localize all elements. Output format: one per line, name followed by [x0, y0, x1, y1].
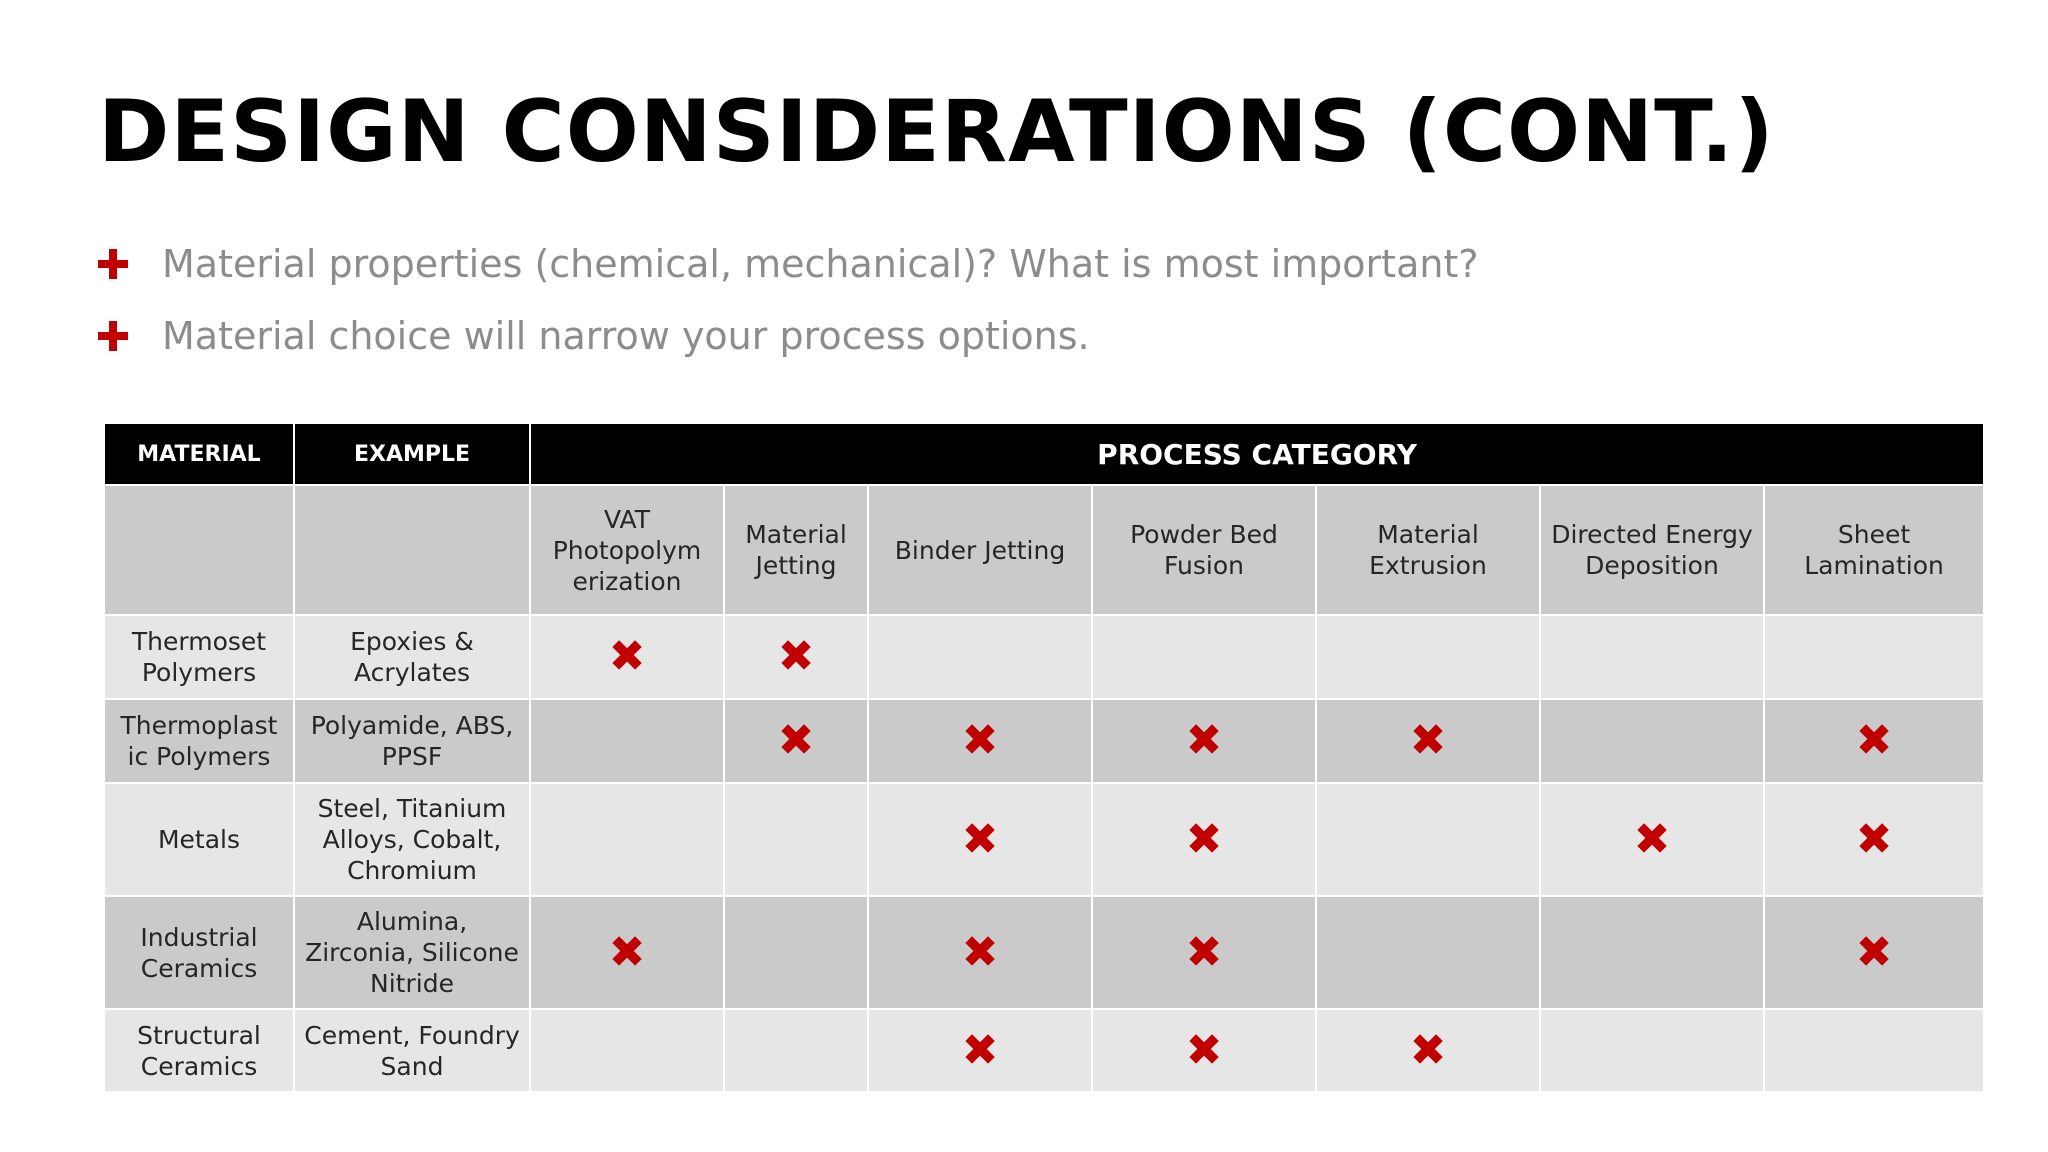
x-mark-icon: ✖	[777, 715, 815, 766]
mark-cell	[1316, 1009, 1540, 1092]
material-cell: Metals	[104, 783, 294, 896]
plus-icon	[98, 249, 128, 279]
x-mark-icon: ✖	[1855, 926, 1893, 978]
x-mark-icon: ✖	[1185, 926, 1223, 978]
material-cell: Thermoplast ic Polymers	[104, 699, 294, 783]
example-cell: Alumina, Zirconia, Silicone Nitride	[294, 896, 530, 1009]
mark-cell	[724, 1009, 868, 1092]
x-mark-icon: ✖	[961, 813, 999, 865]
mark-cell	[1764, 783, 1984, 896]
empty-cell	[104, 485, 294, 615]
material-cell: Thermoset Polymers	[104, 615, 294, 699]
mark-cell	[1316, 896, 1540, 1009]
process-name: Sheet Lamination	[1764, 485, 1984, 615]
mark-cell	[1764, 699, 1984, 783]
mark-cell	[868, 699, 1092, 783]
mark-cell	[1764, 615, 1984, 699]
x-mark-icon: ✖	[777, 631, 815, 682]
x-mark-icon: ✖	[1855, 715, 1893, 766]
material-cell: Structural Ceramics	[104, 1009, 294, 1092]
process-table	[103, 424, 1985, 1093]
mark-cell	[1540, 783, 1764, 896]
header-material: MATERIAL	[104, 424, 294, 485]
x-mark-icon: ✖	[1185, 715, 1223, 766]
mark-cell	[1540, 615, 1764, 699]
process-name: Material Extrusion	[1316, 485, 1540, 615]
x-mark-icon: ✖	[608, 631, 646, 682]
plus-icon	[98, 321, 128, 351]
x-mark-icon: ✖	[608, 926, 646, 978]
mark-cell	[868, 1009, 1092, 1092]
header-row	[104, 424, 1984, 485]
x-mark-icon: ✖	[1633, 813, 1671, 865]
x-mark-icon: ✖	[961, 926, 999, 978]
table-row	[104, 896, 1984, 1009]
slide-title: DESIGN CONSIDERATIONS (CONT.)	[98, 82, 1775, 182]
mark-cell	[1764, 1009, 1984, 1092]
mark-cell	[1316, 699, 1540, 783]
bullet-text: Material properties (chemical, mechanical)? What is most important?	[162, 242, 1479, 286]
mark-cell	[1092, 699, 1316, 783]
process-name: Binder Jetting	[868, 485, 1092, 615]
x-mark-icon: ✖	[1409, 1024, 1447, 1076]
mark-cell	[530, 1009, 724, 1092]
bullet-item	[98, 300, 1479, 372]
table-row	[104, 699, 1984, 783]
process-name: Powder Bed Fusion	[1092, 485, 1316, 615]
mark-cell	[1764, 896, 1984, 1009]
header-example: EXAMPLE	[294, 424, 530, 485]
table-row	[104, 615, 1984, 699]
mark-cell	[724, 699, 868, 783]
mark-cell	[868, 615, 1092, 699]
x-mark-icon: ✖	[961, 1024, 999, 1076]
table-row	[104, 783, 1984, 896]
process-name: VAT Photopolym erization	[530, 485, 724, 615]
example-cell: Polyamide, ABS, PPSF	[294, 699, 530, 783]
mark-cell	[1540, 699, 1764, 783]
mark-cell	[724, 896, 868, 1009]
x-mark-icon: ✖	[961, 715, 999, 766]
empty-cell	[294, 485, 530, 615]
header-process-category: PROCESS CATEGORY	[530, 424, 1984, 485]
bullet-text: Material choice will narrow your process options.	[162, 314, 1090, 358]
table-row	[104, 1009, 1984, 1092]
mark-cell	[724, 615, 868, 699]
material-cell: Industrial Ceramics	[104, 896, 294, 1009]
mark-cell	[1540, 1009, 1764, 1092]
mark-cell	[1540, 896, 1764, 1009]
bullet-list	[98, 228, 1479, 372]
mark-cell	[1092, 1009, 1316, 1092]
mark-cell	[530, 783, 724, 896]
mark-cell	[1092, 896, 1316, 1009]
mark-cell	[868, 896, 1092, 1009]
x-mark-icon: ✖	[1409, 715, 1447, 766]
mark-cell	[530, 896, 724, 1009]
mark-cell	[1316, 783, 1540, 896]
x-mark-icon: ✖	[1185, 813, 1223, 865]
mark-cell	[530, 699, 724, 783]
bullet-item	[98, 228, 1479, 300]
example-cell: Steel, Titanium Alloys, Cobalt, Chromium	[294, 783, 530, 896]
process-name: Material Jetting	[724, 485, 868, 615]
mark-cell	[724, 783, 868, 896]
mark-cell	[1092, 783, 1316, 896]
mark-cell	[868, 783, 1092, 896]
process-name: Directed Energy Deposition	[1540, 485, 1764, 615]
x-mark-icon: ✖	[1185, 1024, 1223, 1076]
mark-cell	[1316, 615, 1540, 699]
example-cell: Epoxies & Acrylates	[294, 615, 530, 699]
mark-cell	[1092, 615, 1316, 699]
process-header-row	[104, 485, 1984, 615]
example-cell: Cement, Foundry Sand	[294, 1009, 530, 1092]
x-mark-icon: ✖	[1855, 813, 1893, 865]
mark-cell	[530, 615, 724, 699]
